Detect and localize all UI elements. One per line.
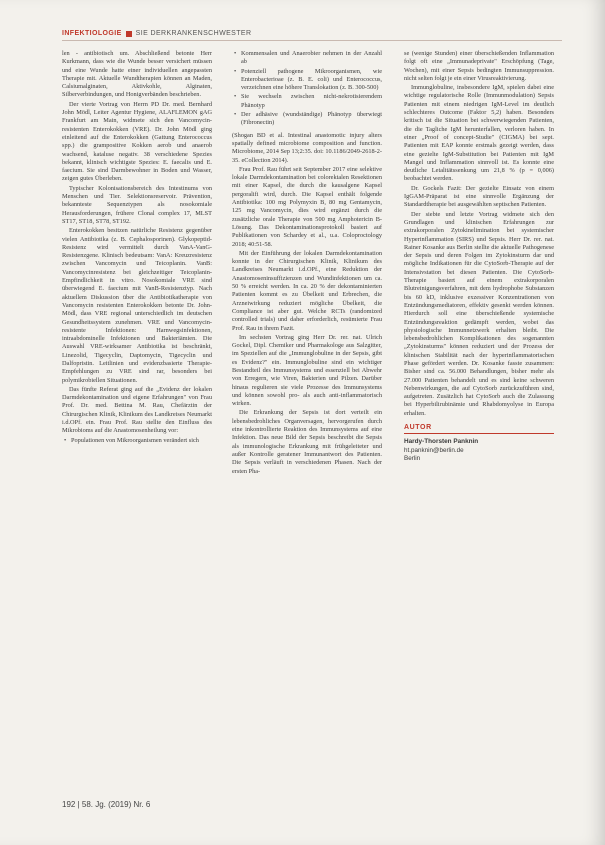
paragraph: Die Erkrankung der Sepsis ist dort verteilt ein lebensbedrohliches Organversagen, hervorgerufen durch eine inkontrollierte Reaktion des Immunsystems auf eine Infektion. Das neue Bild der Sepsis beschreibt die Sepsis als immunologische Erkrankung mit frühgeleiteter und außer Kontrolle geratener Immunantwort des Patienten. Die Sepsis verläuft in verschiedenen Phasen. Nach der ersten Pha-: [232, 409, 382, 475]
list-item: • Potenziell pathogene Mikroorganismen, wie Enterobacterioae (z. B. E. coli) und Enterococcus, verzeichnen eine höhere Translokation (z. B. 300-500): [241, 68, 382, 93]
author-name: Hardy-Thorsten Panknin: [404, 438, 479, 446]
author-email[interactable]: ht.panknin@berlin.de: [404, 446, 464, 454]
paragraph: Typischer Kolonisationsbereich des Intestinums von Menschen und Tier. Selektionsreservoir. Prävention, bekannteste Sequenztypen als nosokomiale Herausforderungen, frühere Clonal complex 17, MLST ST17, ST18, ST78, ST192.: [62, 184, 212, 225]
paragraph: Der vierte Vortrag von Herrn PD Dr. med. Bernhard John Mödl, Leiter Agentur Hygiene, ALAFLEMON gAG Frankfurt am Main, widmete sich den Vancomycin-resistenten Enterokokken (VRE). Dr. John Mödl ging einleitend auf die Enterokokken (Gattung Enterococcus spp.) die grampositive Kokken aerob und anaerob wachsend, kataluse negativ. 38 verschiedene Spezies bekannt, klinisch wichtigste Spezies: E. faecalis und E. faecium. Sie sind Darmbewohner in Boden und Wasser, zeigen gutes Überleben.: [62, 100, 212, 183]
paragraph: Im sechsten Vortrag ging Herr Dr. rer. nat. Ulrich Gockel, Dipl. Chemiker und Pharmakologe aus Salzgitter, im Speziellen auf die „Immunglobuline in der Sepsis, gibt es Evidenz?" ein. Immunglobuline sind ein wichtiger Bestandteil des Immunsystems und essenziell bei Abwehr von Erregern, wie Viren, Bakterien und Pilzen. Darüber hinaus regulieren sie viele Prozesse des Immunsystems und können sowohl pro- als auch anti-inflammatorisch wirken.: [232, 333, 382, 408]
paragraph: Mit der Einführung der lokalen Darmdekontamination konnte in der Chirurgischen Klinik, Klinikum des Landkreises Neumarkt i.d.OPf., eine Reduktion der Anastomoseninsuffizienzen und Wundinfektionen um ca. 50 % erreicht werden. In ca. 20 % der dekontaminierten Patienten kommt es zu Übelkeit und Erbrechen, die Arzneiwirkung reduziert mögliche Übelkeit, die Compliance ist aber gut. Welche RCTs (randomized controlled trials) und daher erforderlich, resümierte Frau Prof. Rau in ihrem Fazit.: [232, 249, 382, 332]
paragraph: len - antibiotisch um. Abschließend betonte Herr Kurkmann, dass wie die Wunde besser versichert müssen und eine Wunde hatte einer individuellen angepassten Therapie mit. Aktuelle Wundtherapien können an Maden, Calsiumalginaten, Aktivkohle, Alginaten, Silberverbindungen, und Honigverbänden beschrieben.: [62, 50, 212, 99]
header-section: SIE DERKRANKENSCHWESTER: [135, 30, 252, 37]
paragraph: Das fünfte Referat ging auf die „Evidenz der lokalen Darmdekontamination und eigene Erfahrungen" von Frau Prof. Dr. med. Bettina M. Rau, Chefärztin der Chirurgischen Klinik, Klinikum des Landkreises Neumarkt i.d.OPf. ein. Frau Prof. Rau stellte den Einfluss des Mikrobioms auf die Anastomosenheilung vor:: [62, 385, 212, 435]
paragraph: Enterokokken besitzen natürliche Resistenz gegenüber vielen Antibiotika (z. B. Cephalosporinen). Glykopeptid-Resistenz wird vermittelt durch VanA-VanG-Resistenzgene. Klinisch bedeutsam: VanA: Kreuzresistenz zwischen Vancomycin und Teicoplanin. VanB: Vancomycinresistenz bei gleichzeitiger Teicoplanin-Empfindlichkeit in vitro. Nosokomiale VRE sind überwiegend E. faecium mit VanB-Resistenztyp. Nach aktuellem Diskussion über die Antibiotikatherapie von Vancomycin resistenten Enterokokken betonte Dr. John-Mödl, dass VRE regional unterschiedlich im deutschen Gesundheitssystem zunehmen. VRE und Vancomycin-resistente Infektionen: Harnwegsinfektionen, intraabdominelle Infektionen und Bakteriämien. Die Auswahl VRE-wirksamer Antibiotika ist beschränkt, Linezolid, Tigecyclin, Daptomycin, Tigecyclin und Dalfopristin. Leitlinien und evidenzbasierte Therapie-Empfehlungen zu VRE sind rar, besonders bei polymikrobiellen Situationen.: [62, 227, 212, 384]
column-2: [232, 50, 382, 477]
paragraph: Immunglobuline, insbesondere IgM, spielen dabei eine wichtige regulatorische Rolle (Immunmodulation) Sepsis Patienten mit einem niedrigen IgM-Level im deutlich schlechteres Outcome (Faktor 5,2) haben. Besonders kritisch ist die Situation bei schwerwiegenden Patienten, die die Tagliche IgM herunterfallen, verloren haben. In einer „Proof of concept-Studie" (CIGMA) bei sept. Patienten mit EAP konnte erstmals gezeigt werden, dass eine gezielte IgM-Substitution bei Patienten mit IgM Mangel und Inflammation sinnvoll ist. Es konnte eine deutliche Letalitätssenkung um 21,8 % (p = 0,006) beobachtet werden.: [404, 84, 554, 183]
list-item: • Der adhäsive (wundständige) Phänotyp überwiegt (Fibronectin): [241, 111, 382, 128]
header-rubric: INFEKTIOLOGIE: [62, 30, 122, 37]
paragraph: Der siebte und letzte Vortrag widmete sich den Grundlagen und klinischen Erfahrungen zur extrakorporalen Zytokinelimination bei systemischer Hyperinflammation (SIRS) und Sepsis. Herr Dr. rer. nat. Rainer Kosanke aus Berlin stellte die aktuelle Pathogenese der Sepsis und deren Folgen im Zytokinsturm dar und mögliche Indikationen für die CytoSorb-Therapie auf der Intensivstation bei diesen Patienten. Die CytoSorb-Therapie basiert auf einem extrakorporalen Blutreinigungsverfahren, mit dem hydrophobe Substanzen bis 60 kD, inklusive exzessiver Konzentrationen von Entzündungsmediatoren, effektiv gesenkt werden können. Hierdurch soll eine überschießende systemische Entzündungsreaktion gedämpft werden, wobei das physiologische Immunnetzwerk erhalten bleibt. Die lebensbedrohlichen Komplikationen des sogenannten „Zytokinsturms" können reduziert und der Prozess der klinischen Stabilität nach der hyperinflammatorischen Phase gefördert werden. Dr. Kosanke fasste zusammen: Bisher sind ca. 56.000 Behandlungen, bisher mehr als 27.000 Patienten behandelt und es sind keine schweren Nebenwirkungen, die auf CytoSorb zurückzuführen sind, aufgetreten. Zusätzlich hat CytoSorb auch die Zulassung bei Hyperbilirubinämie und Rhabdomyolyse in Europa erhalten.: [404, 210, 554, 417]
list-item: • Populationen von Mikroorganismen verändert sich: [71, 437, 212, 445]
column-1: [62, 50, 212, 446]
list-item: • Sie wechseln zwischen nicht-nekrotisierendem Phänotyp: [241, 93, 382, 110]
list-item: • Kommensalen und Anaerobier nehmen in der Anzahl ab: [241, 50, 382, 67]
author-heading: AUTOR: [404, 424, 554, 434]
author-city: Berlin: [404, 454, 421, 462]
square-bullet-icon: [126, 31, 132, 37]
paragraph: Dr. Gockels Fazit: Der gezielte Einsatz von einem IgGAM-Präparat ist eine sinnvolle Ergänzung der Standardtherapie bei ausgewählten septischen Patienten.: [404, 184, 554, 209]
running-header: [62, 30, 251, 37]
column-3: [404, 50, 554, 463]
bullet-list: [62, 437, 212, 445]
page-footer: 192 | 58. Jg. (2019) Nr. 6: [62, 800, 151, 809]
citation: (Shogan BD et al. Intestinal anastomotic injury alters spatially defined microbiome composition and function. Microbiome, 2014 Sep 13;2:35. doi: 10.1186/2049-2618-2-35. eCollection 2014).: [232, 131, 382, 164]
header-rule: [62, 40, 562, 41]
author-box: [404, 424, 554, 463]
bullet-list: [232, 50, 382, 128]
paragraph: Frau Prof. Rau führt seit September 2017 eine selektive lokale Darmdekontamination bei colorektalen Resektionen mit einer Kapsel, die durch die kausalgene Kapsel pergoralifi wird, durch. Die Kapsel enthält folgende Antibiotika: 100 mg Polymyxin B, 80 mg Gentamycin, 125 mg Vancomycin, dies wird ergänzt durch die zusätzliche orale Therapie von 500 mg Amphotericin B-Lösung. Das Dekontaminationsprotokoll basiert auf Publikationen von Schardey et al., u.a. Coloproctology 2018; 40:51-58.: [232, 165, 382, 248]
paragraph: se (wenige Stunden) einer überschießenden Inflammation folgt oft eine „Immunadeprivate" Erschöpfung (Tage, Wochen), mit einer Sepsis bedingten Immunsuppression. nicht selten folgt je ein einer Virusreaktivierung.: [404, 50, 554, 82]
